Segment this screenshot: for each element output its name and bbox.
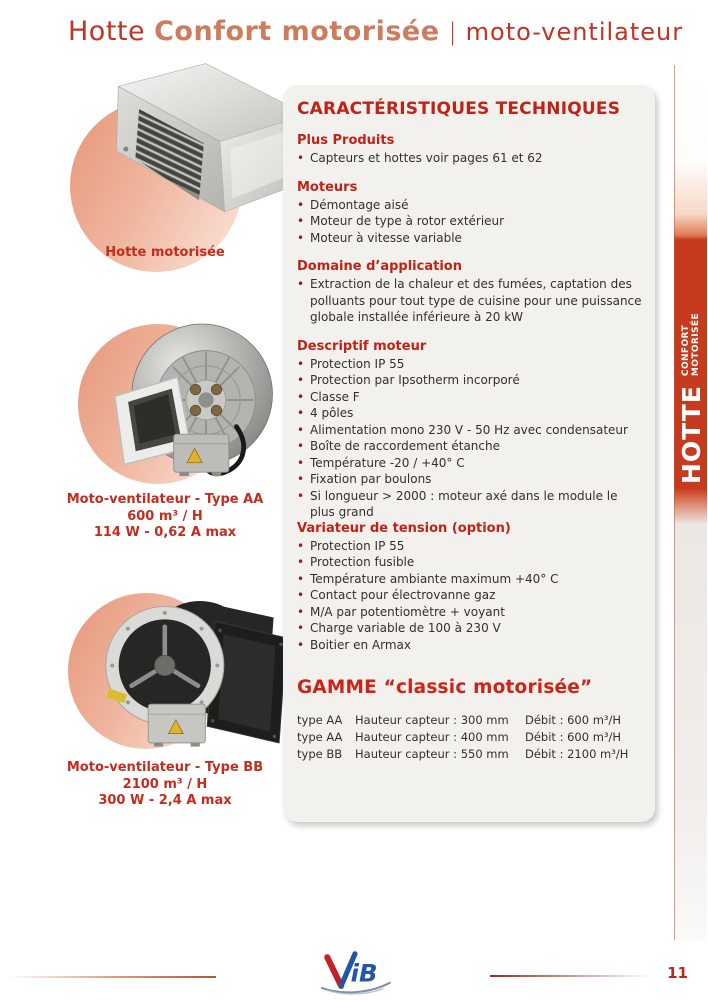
vib-logo-text: iB: [350, 958, 378, 988]
bullet-text: Capteurs et hottes voir pages 61 et 62: [310, 151, 543, 165]
section-title-plus-produits: Plus Produits: [297, 133, 395, 148]
bullet-item: [297, 405, 645, 422]
bullet-text: M/A par potentiomètre + voyant: [310, 604, 505, 619]
vib-logo: [316, 948, 394, 996]
bullet-text: Protection IP 55: [310, 538, 405, 553]
caption-line: Moto-ventilateur - Type AA: [66, 492, 264, 507]
hood-product-image: [86, 56, 314, 226]
title-separator: |: [448, 18, 457, 46]
caption-line: 2100 m³ / H: [122, 776, 208, 792]
bullet-item: [297, 637, 645, 654]
caption-hood: [35, 245, 295, 262]
bullet-item: [297, 276, 645, 326]
gamme-cell-type: type AA: [297, 713, 343, 727]
bullet-item: [297, 438, 645, 455]
caption-line: 600 m³ / H: [127, 508, 203, 524]
bullet-item: [297, 554, 645, 571]
bullet-icon: •: [297, 214, 305, 228]
bullet-item: [297, 230, 645, 247]
bullet-icon: •: [297, 230, 305, 245]
bullet-icon: •: [297, 277, 305, 291]
caption-fan-aa: [35, 492, 295, 542]
bullet-text: Protection par Ipsotherm incorporé: [310, 373, 520, 387]
side-tab-strip: [674, 65, 707, 940]
bullet-icon: •: [297, 422, 305, 437]
bullet-icon: •: [297, 151, 305, 165]
gamme-table: [297, 714, 645, 761]
bullet-text: Température -20 / +40° C: [310, 455, 465, 470]
bullet-item: [297, 356, 645, 373]
page-number: 11: [667, 964, 688, 982]
page-title: [68, 16, 683, 47]
bullet-item: [297, 488, 645, 521]
technical-characteristics-card: [283, 85, 655, 822]
bullet-icon: •: [297, 455, 305, 470]
bullet-icon: •: [297, 389, 305, 404]
bullet-icon: •: [297, 588, 305, 602]
bullet-text: Si longueur > 2000 : moteur axé dans le module le plus grand: [310, 488, 618, 519]
side-tab-small-line1: CONFORT: [681, 325, 691, 377]
bullet-item: [297, 197, 645, 214]
gamme-cell-hauteur: Hauteur capteur : 300 mm: [355, 713, 509, 727]
bullet-icon: •: [297, 571, 305, 586]
footer-divider-left: [8, 976, 216, 978]
caption-line: Moto-ventilateur - Type BB: [66, 760, 264, 775]
gamme-cell-type: type BB: [297, 747, 343, 761]
bullet-text: Contact pour électrovanne gaz: [310, 588, 496, 602]
bullet-item: [297, 150, 645, 167]
bullet-item: [297, 571, 645, 588]
bullet-text: Moteur de type à rotor extérieur: [310, 214, 505, 228]
bullet-text: Moteur à vitesse variable: [310, 230, 462, 245]
caption-fan-bb: [35, 760, 295, 810]
bullet-item: [297, 455, 645, 472]
gamme-heading: GAMME “classic motorisée”: [297, 677, 593, 698]
bullet-icon: •: [297, 472, 305, 486]
bullet-icon: •: [297, 538, 305, 553]
caption-line: 300 W - 2,4 A max: [98, 793, 232, 808]
fan-aa-product-image: [92, 312, 282, 488]
title-part-hotte: Hotte: [68, 16, 146, 47]
caption-line: Hotte motorisée: [105, 245, 225, 260]
side-tab-big-label: HOTTE: [676, 385, 706, 484]
bullet-item: [297, 620, 645, 637]
bullet-icon: •: [297, 439, 305, 453]
bullet-text: Fixation par boulons: [310, 472, 432, 486]
card-heading: CARACTÉRISTIQUES TECHNIQUES: [297, 99, 621, 119]
fan-bb-product-image: [80, 582, 292, 760]
bullet-text: Protection IP 55: [310, 356, 405, 371]
bullet-item: [297, 471, 645, 488]
footer-divider-right: [490, 975, 648, 977]
side-tab: [675, 240, 707, 490]
bullet-text: Boîte de raccordement étanche: [310, 439, 501, 453]
caption-line: 114 W - 0,62 A max: [93, 525, 237, 540]
bullet-item: [297, 389, 645, 406]
title-part-moto: moto-ventilateur: [465, 18, 684, 46]
gamme-cell-type: type AA: [297, 730, 343, 744]
bullet-icon: •: [297, 555, 305, 569]
bullet-item: [297, 538, 645, 555]
bullet-icon: •: [297, 637, 305, 652]
side-tab-small-line2: MOTORISÉE: [691, 313, 701, 377]
bullet-item: [297, 604, 645, 621]
bullet-icon: •: [297, 373, 305, 387]
gamme-cell-hauteur: Hauteur capteur : 550 mm: [355, 747, 509, 761]
title-part-confort: Confort motorisée: [154, 16, 440, 47]
section-title-moteurs: Moteurs: [297, 179, 358, 195]
bullet-text: Démontage aisé: [310, 197, 409, 212]
bullet-icon: •: [297, 621, 305, 635]
bullet-item: [297, 422, 645, 439]
bullet-item: [297, 213, 645, 230]
gamme-cell-hauteur: Hauteur capteur : 400 mm: [355, 730, 509, 744]
bullet-icon: •: [297, 197, 305, 212]
bullet-icon: •: [297, 604, 305, 619]
bullet-text: Extraction de la chaleur et des fumées, captation des polluants pour tout type de cuisine pour une puissance globale installée inférieure à 20 kW: [310, 277, 642, 324]
bullet-text: Classe F: [310, 389, 360, 404]
section-title-variateur: Variateur de tension (option): [297, 520, 511, 536]
bullet-text: Protection fusible: [310, 555, 415, 569]
bullet-text: Alimentation mono 230 V - 50 Hz avec condensateur: [310, 422, 628, 437]
section-title-domaine: Domaine d’application: [297, 259, 462, 274]
bullet-icon: •: [297, 406, 305, 420]
bullet-text: Boitier en Armax: [310, 637, 411, 652]
gamme-cell-debit: Débit : 2100 m³/H: [525, 747, 629, 761]
bullet-text: Température ambiante maximum +40° C: [310, 571, 559, 586]
bullet-item: [297, 587, 645, 604]
section-title-descriptif: Descriptif moteur: [297, 338, 427, 354]
gamme-cell-debit: Débit : 600 m³/H: [525, 713, 622, 727]
gamme-cell-debit: Débit : 600 m³/H: [525, 730, 622, 744]
bullet-item: [297, 372, 645, 389]
bullet-icon: •: [297, 488, 305, 503]
bullet-icon: •: [297, 356, 305, 371]
side-tab-small-label: [681, 313, 701, 376]
bullet-text: 4 pôles: [310, 406, 354, 420]
bullet-text: Charge variable de 100 à 230 V: [310, 621, 501, 635]
